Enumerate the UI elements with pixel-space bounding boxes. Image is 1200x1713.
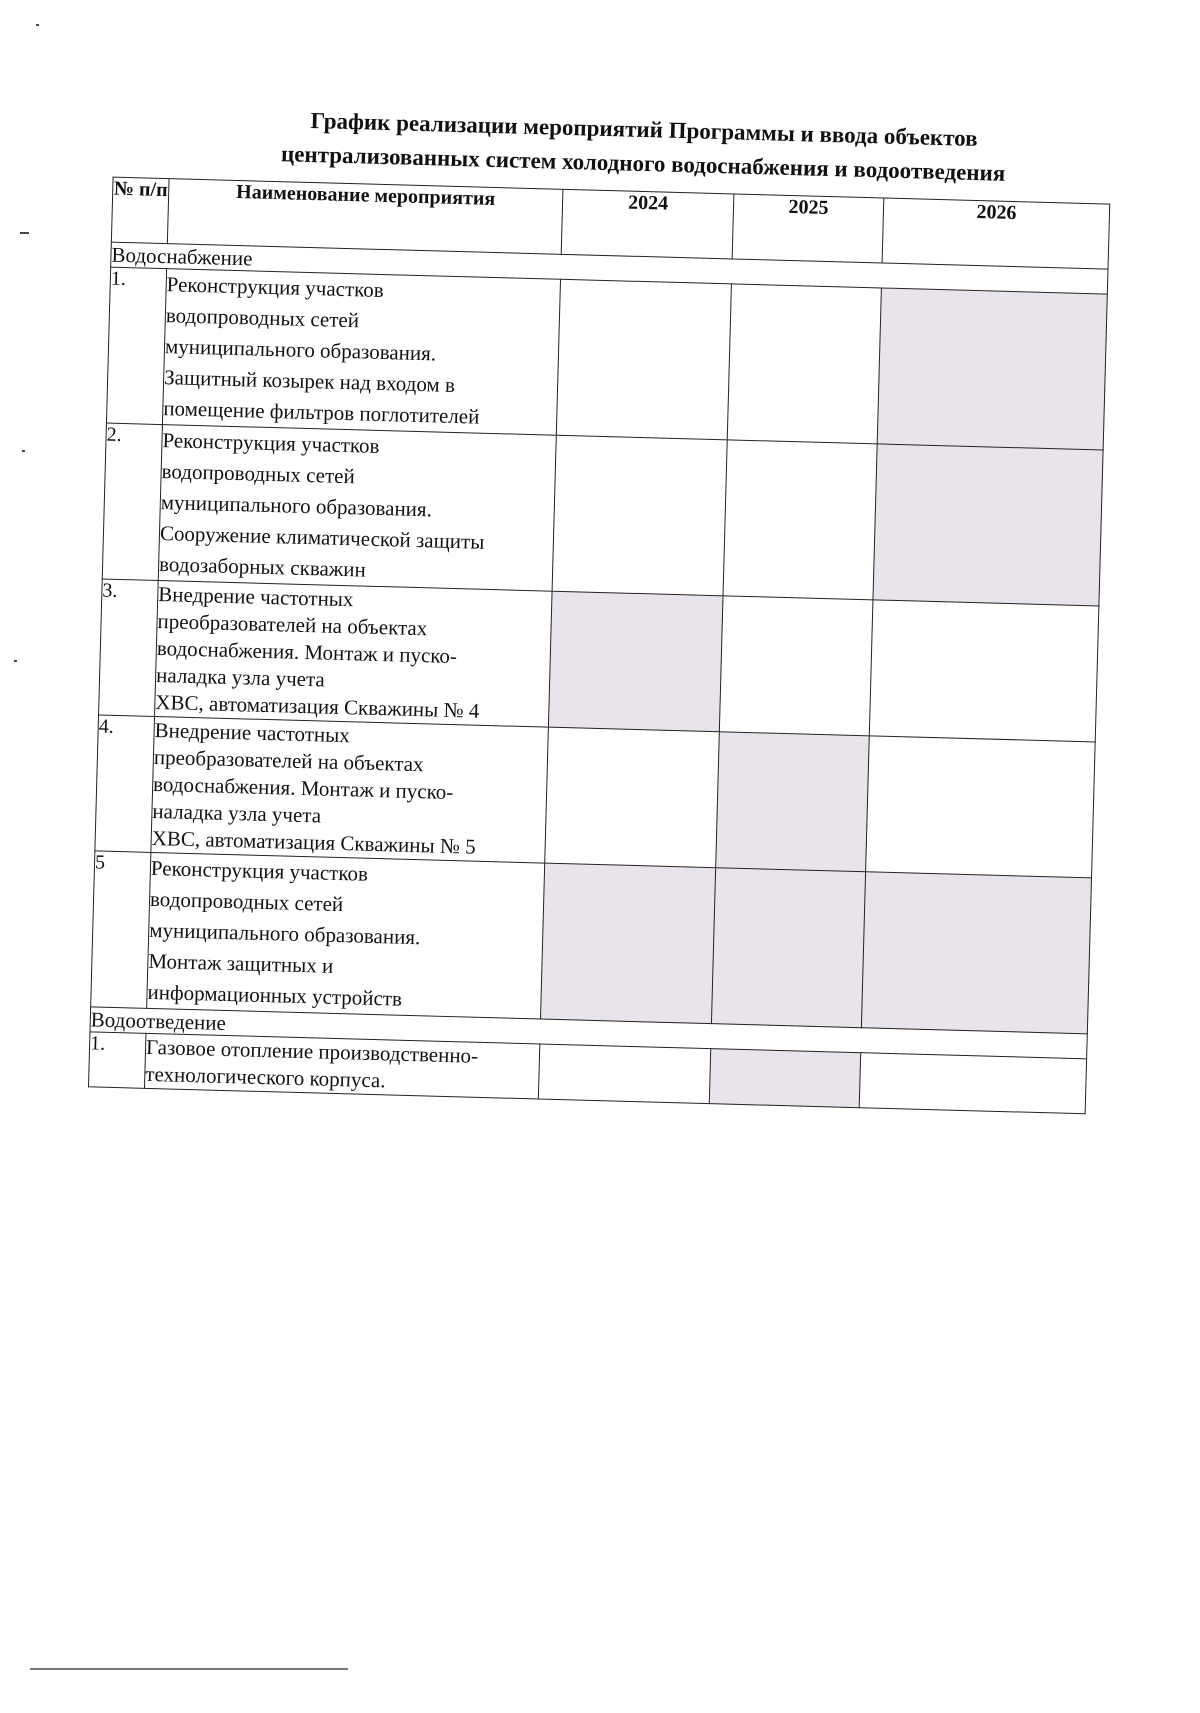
scan-speck	[22, 450, 25, 452]
measure-name: Реконструкция участков водопроводных сетей муниципального образования. Защитный козырек над входом в помещение фильтров поглотителей	[162, 269, 560, 436]
measure-name: Реконструкция участков водопроводных сетей муниципального образования. Сооружение климатической защиты водозаборных скважин	[158, 425, 556, 592]
scan-speck	[20, 232, 29, 234]
document-title	[193, 101, 1095, 193]
header-year-2025: 2025	[732, 194, 884, 263]
year-cell-2025	[711, 868, 865, 1028]
row-number: 3.	[99, 579, 159, 716]
row-number: 2.	[102, 423, 162, 580]
year-cell-2026	[869, 600, 1099, 742]
measure-name: Газовое отопление производственно- технологического корпуса.	[144, 1033, 539, 1099]
header-year-2024: 2024	[561, 189, 734, 259]
row-number: 1.	[106, 267, 166, 424]
header-num: № п/п	[111, 177, 169, 243]
year-cell-2026	[859, 1053, 1086, 1114]
year-cell-2025	[727, 284, 881, 444]
year-cell-2026	[866, 736, 1096, 878]
year-cell-2024	[545, 727, 720, 868]
year-cell-2024	[556, 279, 731, 440]
header-year-2026: 2026	[882, 198, 1110, 269]
table-row	[102, 423, 1103, 606]
measure-name: Реконструкция участков водопроводных сетей муниципального образования. Монтаж защитных и информационных устройств	[147, 852, 545, 1019]
bottom-rule	[30, 1668, 348, 1670]
table-row	[91, 851, 1092, 1034]
scan-speck	[14, 660, 17, 662]
year-cell-2025	[719, 596, 873, 736]
measure-name: Внедрение частотных преобразователей на объектах водоснабжения. Монтаж и пуско- наладка узла учета ХВС, автоматизация Скважины № 4	[155, 581, 553, 728]
year-cell-2024	[552, 435, 727, 596]
year-cell-2025	[709, 1049, 860, 1108]
year-cell-2025	[716, 732, 870, 872]
year-cell-2026	[873, 444, 1103, 606]
measure-name: Внедрение частотных преобразователей на объектах водоснабжения. Монтаж и пуско- наладка узла учета ХВС, автоматизация Скважины № 5	[151, 716, 549, 863]
year-cell-2025	[723, 440, 877, 600]
row-number: 1.	[88, 1032, 145, 1088]
row-number: 5	[91, 851, 151, 1008]
scan-speck	[36, 24, 39, 26]
table-row	[106, 267, 1107, 450]
year-cell-2024	[538, 1044, 710, 1104]
section-title: Водоотведение	[90, 1007, 1087, 1059]
year-cell-2024	[548, 591, 723, 732]
title-line-2: централизованных систем холодного водоснабжения и водоотведения	[280, 141, 1006, 186]
section-title: Водоснабжение	[111, 242, 1108, 294]
year-cell-2026	[861, 872, 1091, 1034]
title-line-1: График реализации мероприятий Программы и ввода объектов	[310, 107, 978, 152]
year-cell-2024	[540, 863, 715, 1024]
schedule-table	[88, 177, 1110, 1115]
row-number: 4.	[95, 715, 155, 852]
table-row	[95, 715, 1095, 878]
year-cell-2026	[877, 288, 1107, 450]
header-name: Наименование мероприятия	[167, 179, 563, 255]
table-row	[99, 579, 1099, 742]
